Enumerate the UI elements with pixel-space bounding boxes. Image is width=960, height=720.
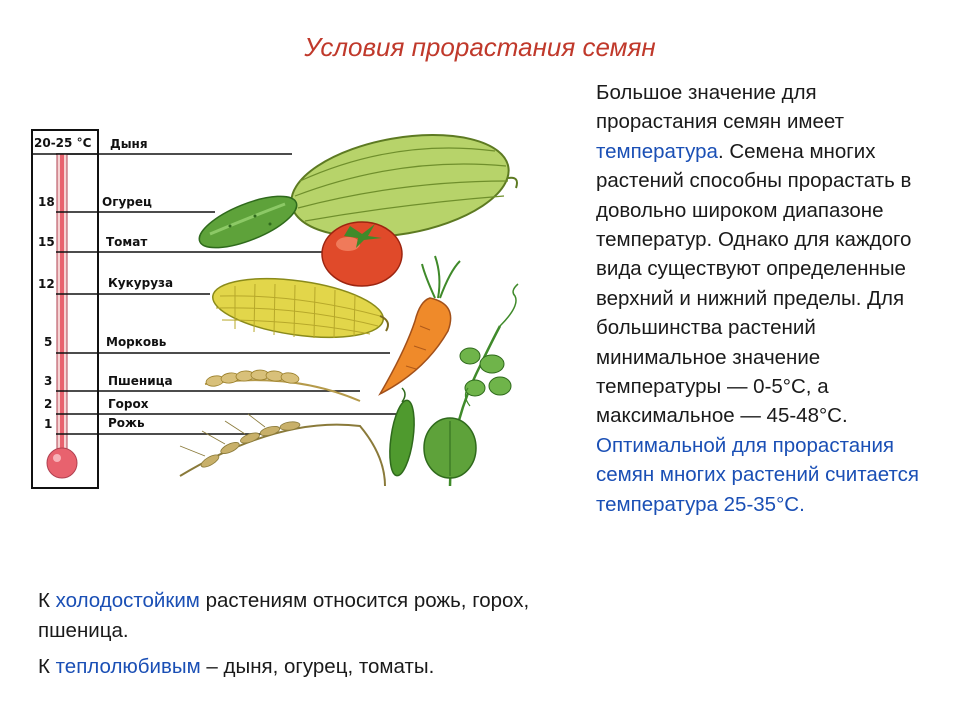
scale-label-2: 2	[44, 397, 53, 411]
highlight-optimal: Оптимальной для прорастания семян многих растений считается температура 25-35°С.	[596, 433, 920, 516]
highlight-cold-resistant: холодостойким	[55, 589, 200, 612]
warm-note-end: – дыня, огурец, томаты.	[200, 655, 435, 678]
highlight-temperature: температура	[596, 139, 718, 163]
scale-label-3: 3	[44, 374, 53, 388]
pea-illustration	[386, 284, 518, 486]
label-tomato: Томат	[106, 235, 148, 249]
highlight-warm-loving: теплолюбивым	[55, 655, 201, 678]
scale-label-15: 15	[38, 235, 55, 249]
explanation-body: . Семена многих растений способны прорастать в довольно широком диапазоне температур. Однако для каждого вида существуют определенные верхний и нижний пределы. Для большинства растений минимальное значение температуры — 0-5°С, а максимальное — 45-48°С.	[596, 139, 912, 428]
seed-temperature-figure	[30, 126, 560, 492]
cucumber-illustration	[193, 186, 303, 258]
temperature-explanation	[596, 78, 926, 519]
scale-label-5: 5	[44, 335, 53, 349]
page-title: Условия прорастания семян	[304, 32, 656, 62]
label-pea: Горох	[108, 397, 149, 411]
label-wheat: Пшеница	[108, 374, 173, 388]
warm-loving-note	[38, 652, 558, 682]
label-carrot: Морковь	[106, 335, 167, 349]
rye-illustration	[180, 414, 385, 486]
scale-label-18: 18	[38, 195, 55, 209]
tomato-illustration	[322, 222, 402, 286]
warm-note-start: К	[38, 655, 56, 678]
melon-illustration	[283, 126, 517, 252]
label-melon: Дыня	[110, 137, 148, 151]
label-rye: Рожь	[108, 416, 145, 430]
label-cucumber: Огурец	[102, 195, 152, 209]
thermometer-bulb	[47, 448, 77, 478]
carrot-illustration	[380, 256, 460, 394]
scale-label-12: 12	[38, 277, 55, 291]
thermometer-max-label: 20-25 °C	[34, 136, 92, 150]
cold-resistant-note	[38, 586, 558, 646]
explanation-intro: Большое значение для прорастания семян имеет	[596, 81, 845, 134]
cold-note-end: растениям относится рожь, горох, пшеница.	[38, 589, 530, 642]
wheat-illustration	[205, 370, 360, 401]
scale-label-1: 1	[44, 417, 53, 431]
label-corn: Кукуруза	[108, 276, 174, 290]
cold-note-start: К	[38, 589, 56, 612]
